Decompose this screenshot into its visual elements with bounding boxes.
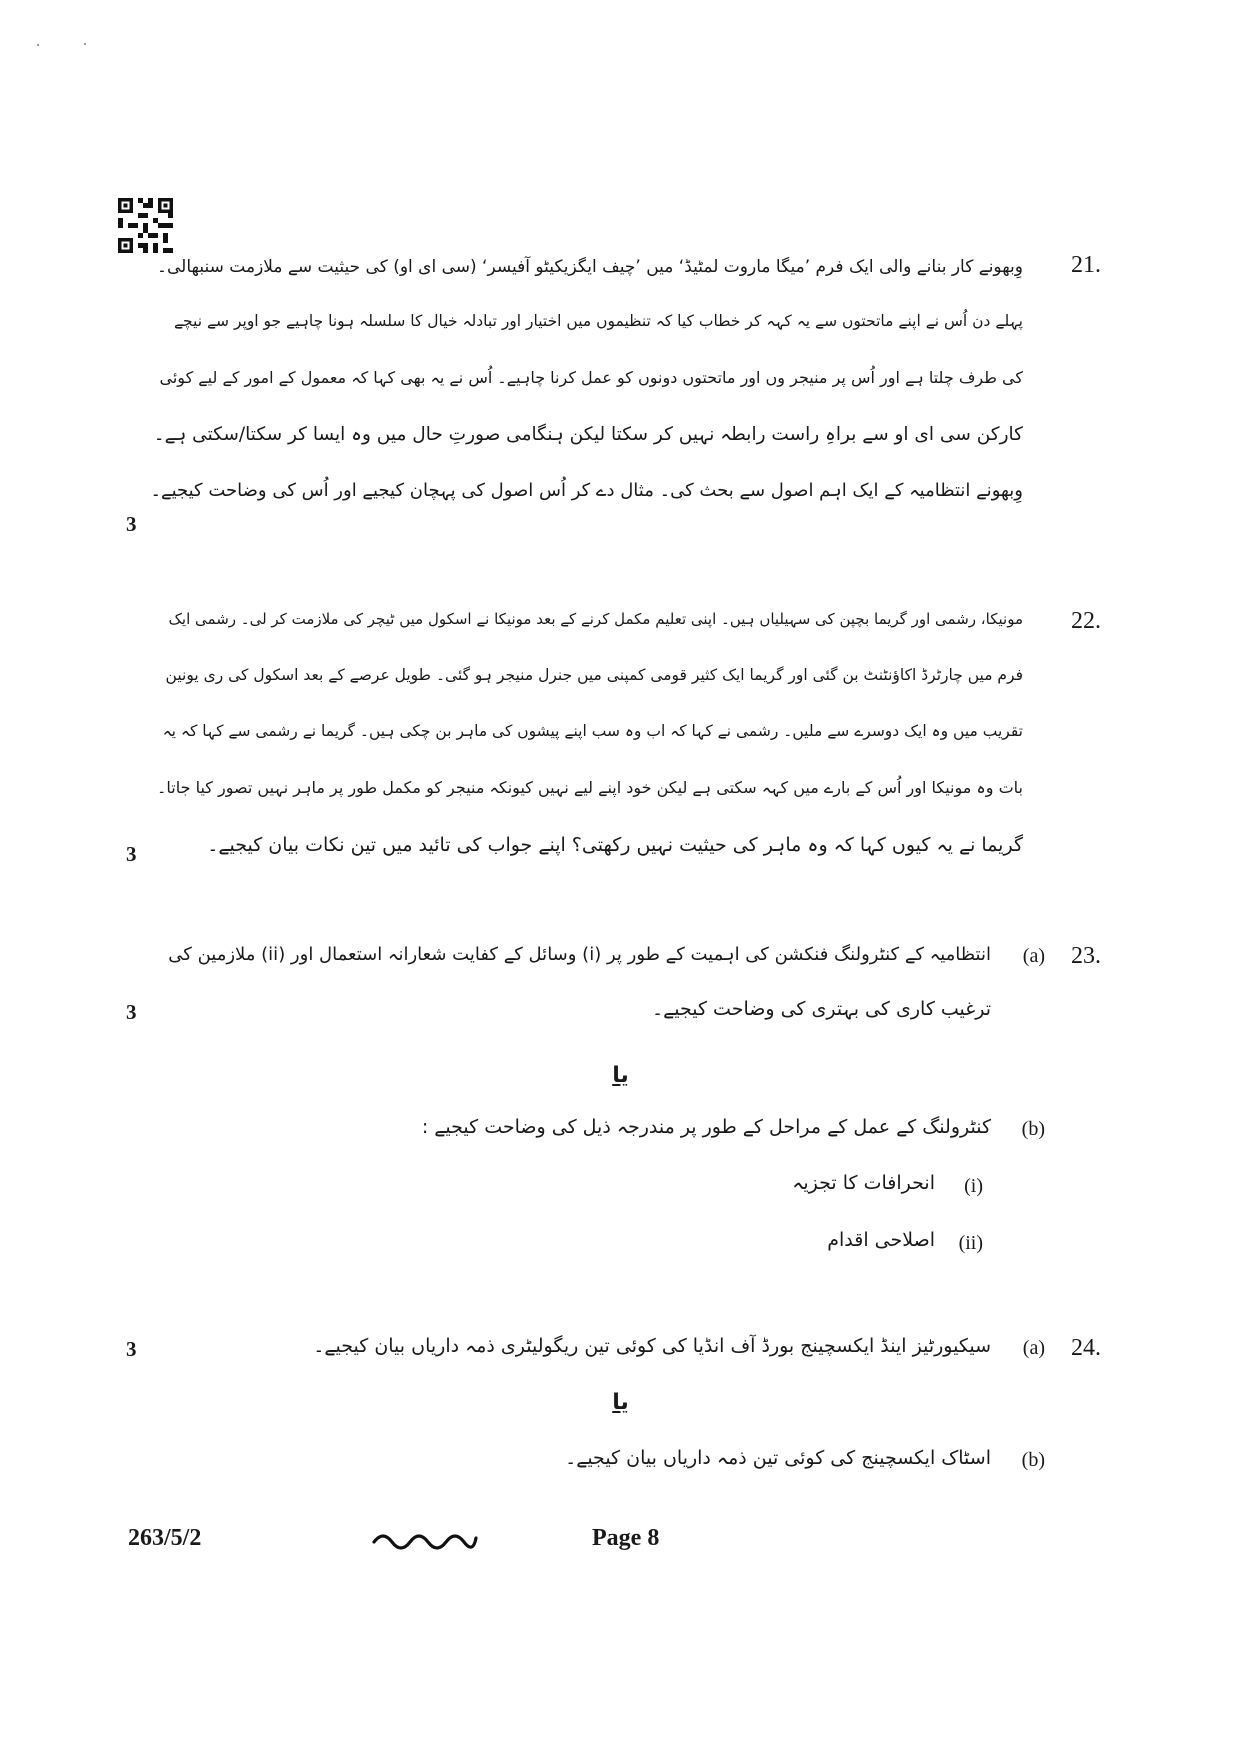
qr-code-icon (118, 198, 173, 253)
item-label: (ii) (958, 1232, 983, 1254)
sub-label-a: (a) (1022, 1337, 1045, 1359)
question-number: 24. (1071, 1335, 1101, 1361)
question-text-line: کی طرف چلتا ہے اور اُس پر منیجر وں اور ماتحتوں دونوں کو عمل کرنا چاہیے۔ اُس نے یہ بھی کہا کہ معمول کے امور کے لیے کوئی (159, 368, 1023, 387)
marks: 3 (126, 1337, 137, 1361)
question-number: 21. (1071, 252, 1101, 278)
wave-ornament-icon (370, 1528, 480, 1550)
paper-code: 263/5/2 (128, 1525, 202, 1551)
sub-label-b: (b) (1021, 1118, 1045, 1140)
item-label: (i) (964, 1175, 983, 1197)
question-number: 22. (1071, 608, 1101, 634)
scan-speck (37, 44, 39, 46)
page-number: Page 8 (592, 1525, 660, 1551)
question-text-line: انتظامیہ کے کنٹرولنگ فنکشن کی اہمیت کے طور پر (i) وسائل کے کفایت شعارانہ استعمال اور (ii) ملازمین کی (168, 944, 991, 965)
question-prompt: وِبھونے انتظامیہ کے ایک اہم اصول سے بحث کی۔ مثال دے کر اُس اصول کی پہچان کیجیے اور اُس کی وضاحت کیجیے۔ (150, 480, 1023, 501)
question-text-line: اسٹاک ایکسچینج کی کوئی تین ذمہ داریاں بیان کیجیے۔ (565, 1447, 991, 1469)
question-text-line: وِبھونے کار بنانے والی ایک فرم ’میگا ماروت لمٹیڈ‘ میں ’چیف ایگزیکیٹو آفیسر‘ (سی ای او) کی حیثیت سے ملازمت سنبھالی۔ (157, 257, 1023, 277)
question-text-line: کارکن سی ای او سے براہِ راست رابطہ نہیں کر سکتا لیکن ہنگامی صورتِ حال میں وہ ایسا کر سکتا/سکتی ہے۔ (153, 424, 1023, 445)
sub-label-a: (a) (1022, 945, 1045, 967)
scan-speck (84, 43, 86, 45)
question-text-line: فرم میں چارٹرڈ اکاؤنٹنٹ بن گئی اور گریما ایک کثیر قومی کمپنی میں جنرل منیجر ہو گئی۔ طویل عرصے کے بعد اسکول کی ری یونین (165, 666, 1023, 684)
question-text-line: ترغیب کاری کی بہتری کی وضاحت کیجیے۔ (651, 998, 991, 1020)
question-text-line: پہلے دن اُس نے اپنے ماتحتوں سے یہ کہہ کر خطاب کیا کہ تنظیموں میں اختیار اور تبادلہ خیال کا سلسلہ ہونا چاہیے جو اوپر سے نیچے (173, 312, 1023, 330)
marks: 3 (126, 842, 137, 866)
or-separator: یا (612, 1063, 629, 1088)
item-text: اصلاحی اقدام (827, 1229, 935, 1251)
question-text-line: تقریب میں وہ ایک دوسرے سے ملیں۔ رشمی نے کہا کہ اب وہ سب اپنے پیشوں کی ماہر بن چکی ہیں۔ گریما نے رشمی سے کہا کہ یہ (162, 722, 1023, 740)
marks: 3 (126, 1000, 137, 1024)
marks: 3 (126, 512, 137, 536)
question-text-line: سیکیورٹیز اینڈ ایکسچینج بورڈ آف انڈیا کی کوئی تین ریگولیٹری ذمہ داریاں بیان کیجیے۔ (313, 1335, 991, 1357)
or-separator: یا (612, 1390, 629, 1415)
question-prompt: گریما نے یہ کیوں کہا کہ وہ ماہر کی حیثیت نہیں رکھتی؟ اپنے جواب کی تائید میں تین نکات بیان کیجیے۔ (207, 834, 1023, 856)
question-text-line: مونیکا، رشمی اور گریما بچپن کی سہیلیاں ہیں۔ اپنی تعلیم مکمل کرنے کے بعد مونیکا نے اسکول میں ٹیچر کی ملازمت کر لی۔ رشمی ایک (168, 610, 1023, 628)
item-text: انحرافات کا تجزیہ (792, 1172, 935, 1194)
question-number: 23. (1071, 943, 1101, 969)
sub-label-b: (b) (1021, 1449, 1045, 1471)
question-text-line: کنٹرولنگ کے عمل کے مراحل کے طور پر مندرجہ ذیل کی وضاحت کیجیے : (421, 1116, 991, 1138)
question-text-line: بات وہ مونیکا اور اُس کے بارے میں کہہ سکتی ہے لیکن خود اپنے لیے نہیں کیونکہ منیجر کو مکمل طور پر ماہر نہیں تصور کیا جاتا۔ (157, 778, 1023, 797)
